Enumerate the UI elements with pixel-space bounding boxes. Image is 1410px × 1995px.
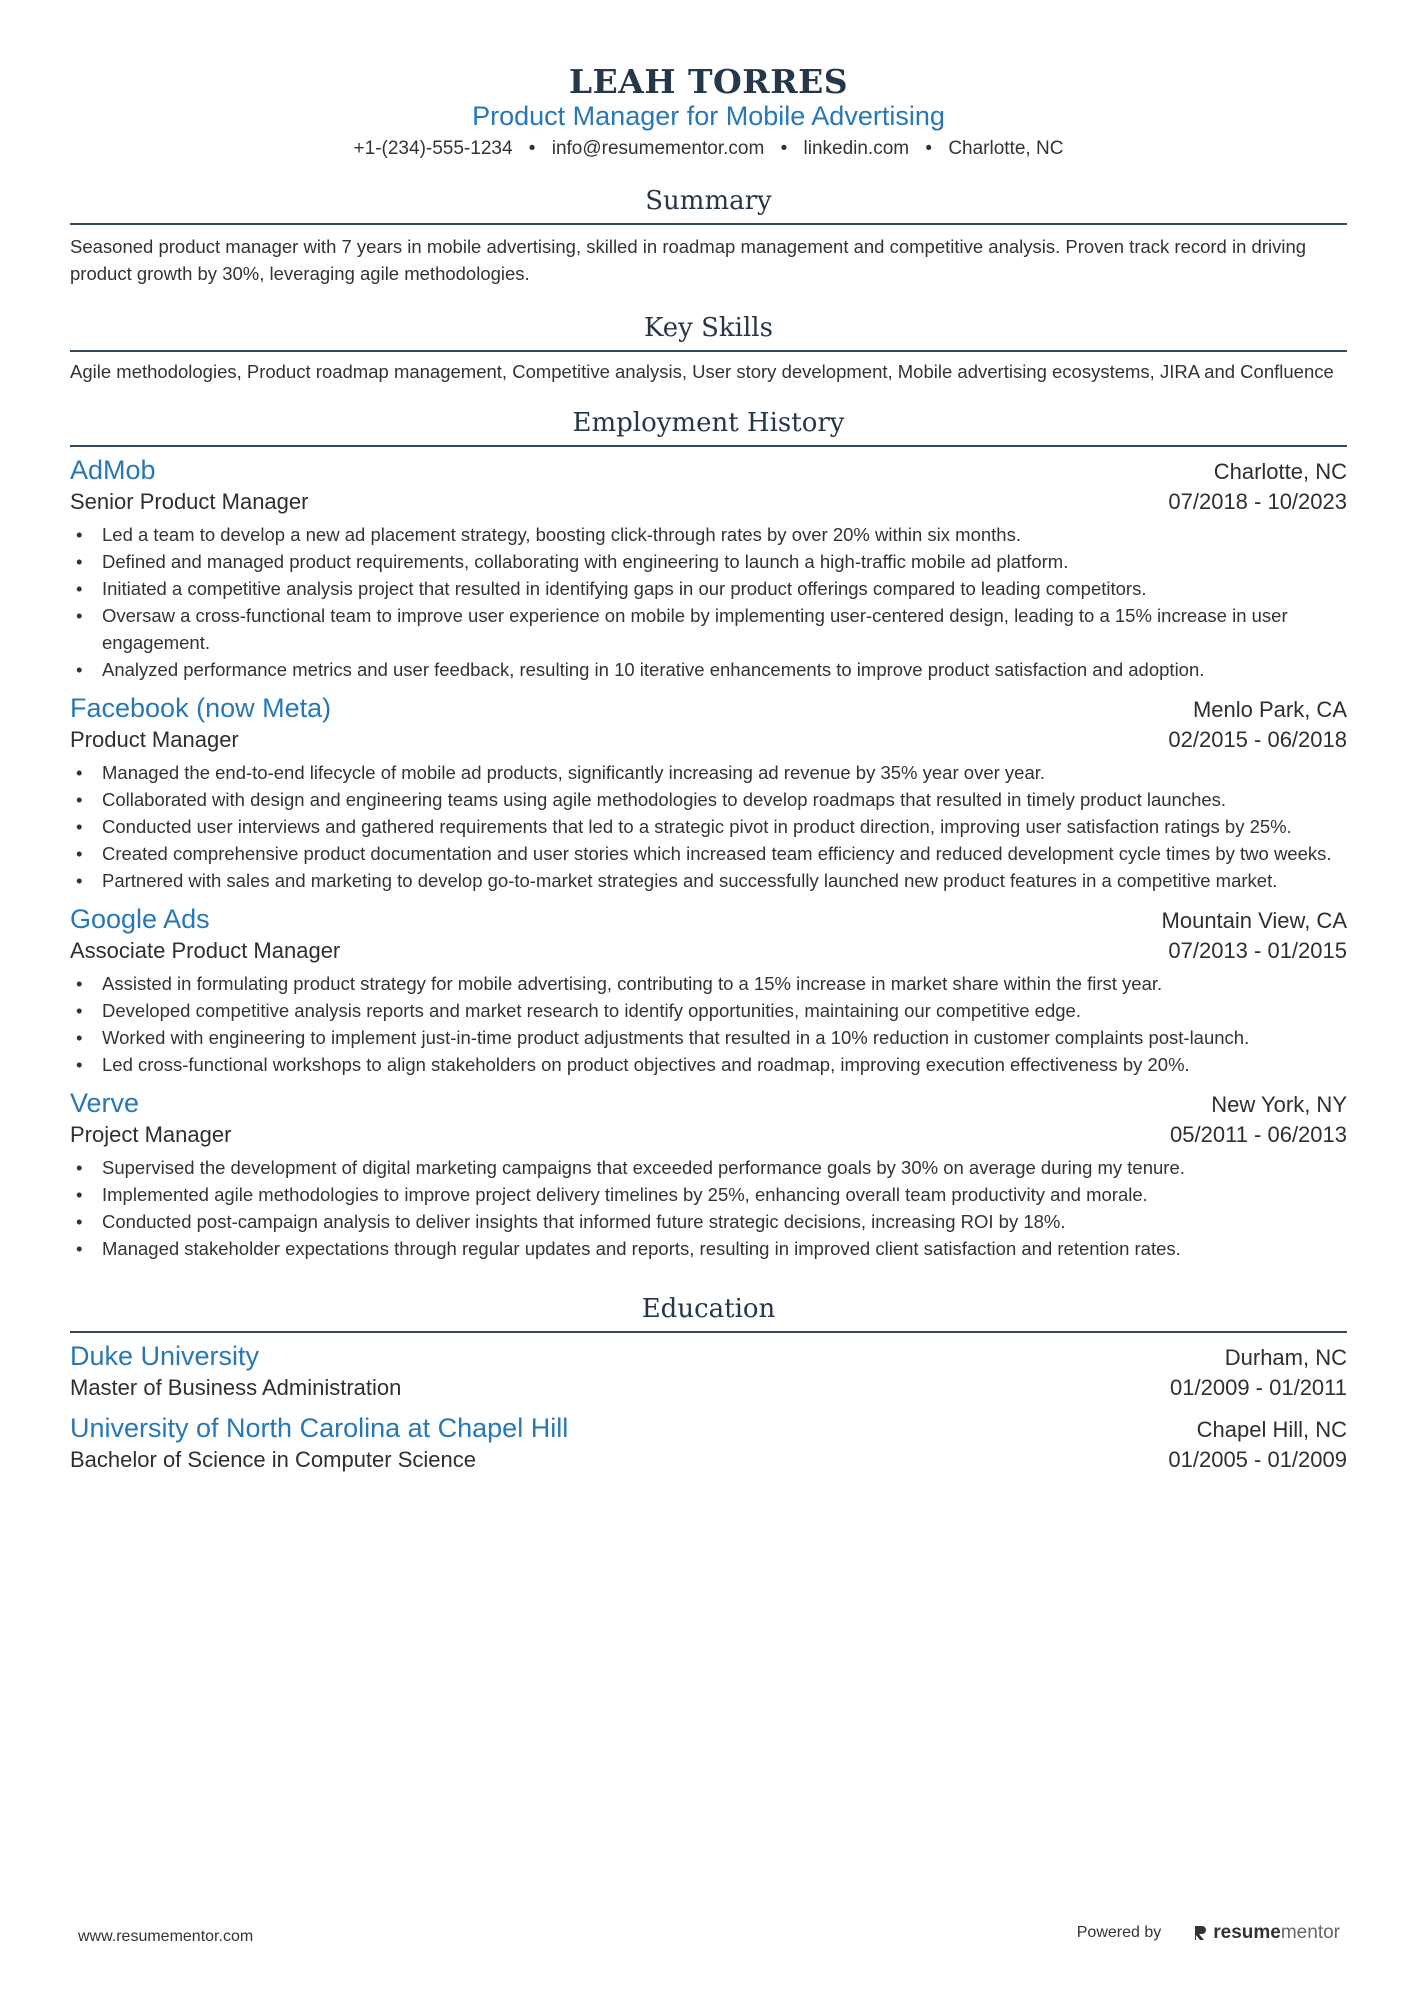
- contact-separator: •: [780, 138, 788, 159]
- school-header-row: [70, 1411, 1347, 1445]
- job-role: Project Manager: [70, 1122, 232, 1147]
- job-bullets: [70, 970, 1347, 1078]
- powered-by-label: Powered by: [1076, 1924, 1162, 1941]
- job-bullet: • Managed the end-to-end lifecycle of mobile ad products, significantly increasing ad revenue by 35% year over year.: [70, 759, 1347, 786]
- school-dates: 01/2005 - 01/2009: [1168, 1447, 1347, 1472]
- employment-section: [70, 406, 1347, 1262]
- brand-name-light: mentor: [1280, 1922, 1340, 1943]
- education-section: [70, 1292, 1347, 1475]
- job-bullet: • Created comprehensive product documentation and user stories which increased team efficiency and reduced development cycle times by two weeks.: [70, 840, 1347, 867]
- job-bullet: • Analyzed performance metrics and user feedback, resulting in 10 iterative enhancements to improve product satisfaction and adoption.: [70, 656, 1347, 683]
- candidate-title: Product Manager for Mobile Advertising: [472, 101, 945, 131]
- school-dates: 01/2009 - 01/2011: [1170, 1375, 1347, 1400]
- job-bullet: • Developed competitive analysis reports and market research to identify opportunities, maintaining our competitive edge.: [70, 997, 1347, 1024]
- job-dates: 07/2013 - 01/2015: [1168, 938, 1347, 963]
- job-location: New York, NY: [1211, 1092, 1347, 1117]
- job-bullet: • Partnered with sales and marketing to develop go-to-market strategies and successfully launched new product features in a competitive market.: [70, 867, 1347, 894]
- skills-section: [70, 311, 1347, 384]
- schools-list: [70, 1339, 1347, 1475]
- summary-text: Seasoned product manager with 7 years in mobile advertising, skilled in roadmap management and competitive analysis. Proven track record in driving product growth by 30%, leveraging agile methodologies.: [70, 236, 1307, 284]
- contact-location: Charlotte, NC: [948, 138, 1064, 159]
- skills-text: Agile methodologies, Product roadmap management, Competitive analysis, User story development, Mobile advertising ecosystems, JIRA and Confluence: [70, 361, 1334, 382]
- job-role-row: [70, 1120, 1347, 1150]
- job-bullet: • Worked with engineering to implement just-in-time product adjustments that resulted in a 10% reduction in customer complaints post-launch.: [70, 1024, 1347, 1051]
- job-location: Mountain View, CA: [1161, 908, 1347, 933]
- job-bullets: [70, 521, 1347, 683]
- job-bullet: • Managed stakeholder expectations through regular updates and reports, resulting in improved client satisfaction and retention rates.: [70, 1235, 1347, 1262]
- brand-name-bold: resume: [1213, 1922, 1281, 1943]
- contact-line: [70, 136, 1347, 162]
- school-degree-row: [70, 1445, 1347, 1475]
- job-entry: [70, 902, 1347, 1078]
- job-company: Facebook (now Meta): [70, 693, 332, 723]
- summary-section: [70, 184, 1347, 287]
- job-role-row: [70, 936, 1347, 966]
- job-bullet: • Led a team to develop a new ad placement strategy, boosting click-through rates by over 20% within six months.: [70, 521, 1347, 548]
- job-role-row: [70, 725, 1347, 755]
- school-location: Durham, NC: [1224, 1345, 1347, 1370]
- job-bullet: • Initiated a competitive analysis project that resulted in identifying gaps in our product offerings compared to leading competitors.: [70, 575, 1347, 602]
- contact-phone: +1-(234)-555-1234: [353, 138, 513, 159]
- job-location: Charlotte, NC: [1213, 459, 1347, 484]
- contact-linkedin[interactable]: linkedin.com: [803, 138, 910, 159]
- job-company: Google Ads: [70, 904, 210, 934]
- school-degree-row: [70, 1373, 1347, 1403]
- job-header-row: [70, 902, 1347, 936]
- job-bullet: • Collaborated with design and engineering teams using agile methodologies to develop roadmaps that resulted in timely product launches.: [70, 786, 1347, 813]
- job-bullet: • Supervised the development of digital marketing campaigns that exceeded performance goals by 30% on average during my tenure.: [70, 1154, 1347, 1181]
- job-role: Associate Product Manager: [70, 938, 341, 963]
- job-entry: [70, 453, 1347, 683]
- school-header-row: [70, 1339, 1347, 1373]
- candidate-name: LEAH TORRES: [568, 62, 849, 101]
- job-bullets: [70, 1154, 1347, 1262]
- job-bullet: • Implemented agile methodologies to improve project delivery timelines by 25%, enhancing overall team productivity and morale.: [70, 1181, 1347, 1208]
- job-role-row: [70, 487, 1347, 517]
- job-company: Verve: [70, 1088, 140, 1118]
- resume-page: [70, 62, 1347, 1475]
- brand-logo[interactable]: [1193, 1922, 1340, 1944]
- contact-separator: •: [925, 138, 933, 159]
- job-bullet: • Conducted post-campaign analysis to deliver insights that informed future strategic decisions, increasing ROI by 18%.: [70, 1208, 1347, 1235]
- job-bullet: • Defined and managed product requirements, collaborating with engineering to launch a high-traffic mobile ad platform.: [70, 548, 1347, 575]
- job-header-row: [70, 453, 1347, 487]
- section-heading-employment: Employment History: [70, 406, 1347, 447]
- contact-email[interactable]: info@resumementor.com: [551, 138, 765, 159]
- resumementor-logo-icon: [1193, 1924, 1207, 1942]
- contact-separator: •: [528, 138, 536, 159]
- job-bullet: • Assisted in formulating product strategy for mobile advertising, contributing to a 15% increase in market share within the first year.: [70, 970, 1347, 997]
- job-location: Menlo Park, CA: [1192, 697, 1347, 722]
- school-location: Chapel Hill, NC: [1196, 1417, 1347, 1442]
- job-role: Product Manager: [70, 727, 239, 752]
- job-bullets: [70, 759, 1347, 894]
- job-dates: 05/2011 - 06/2013: [1170, 1122, 1347, 1147]
- job-bullet: • Led cross-functional workshops to align stakeholders on product objectives and roadmap, improving execution effectiveness by 20%.: [70, 1051, 1347, 1078]
- education-entry: [70, 1411, 1347, 1475]
- jobs-list: [70, 453, 1347, 1262]
- section-heading-skills: Key Skills: [70, 311, 1347, 352]
- school-name: University of North Carolina at Chapel Hill: [70, 1413, 569, 1443]
- section-heading-summary: Summary: [70, 184, 1347, 225]
- school-degree: Master of Business Administration: [70, 1375, 402, 1400]
- job-header-row: [70, 691, 1347, 725]
- job-entry: [70, 691, 1347, 894]
- section-heading-education: Education: [70, 1292, 1347, 1333]
- education-entry: [70, 1339, 1347, 1403]
- school-degree: Bachelor of Science in Computer Science: [70, 1447, 476, 1472]
- job-company: AdMob: [70, 455, 156, 485]
- footer-website[interactable]: www.resumementor.com: [78, 1928, 254, 1945]
- footer-branding: [1077, 1922, 1340, 1944]
- job-dates: 02/2015 - 06/2018: [1168, 727, 1347, 752]
- school-name: Duke University: [70, 1341, 260, 1371]
- job-header-row: [70, 1086, 1347, 1120]
- job-entry: [70, 1086, 1347, 1262]
- job-role: Senior Product Manager: [70, 489, 309, 514]
- job-dates: 07/2018 - 10/2023: [1168, 489, 1347, 514]
- job-bullet: • Oversaw a cross-functional team to improve user experience on mobile by implementing user-centered design, leading to a 15% increase in user engagement.: [70, 602, 1347, 656]
- job-bullet: • Conducted user interviews and gathered requirements that led to a strategic pivot in product direction, improving user satisfaction ratings by 25%.: [70, 813, 1347, 840]
- resume-header: [70, 62, 1347, 162]
